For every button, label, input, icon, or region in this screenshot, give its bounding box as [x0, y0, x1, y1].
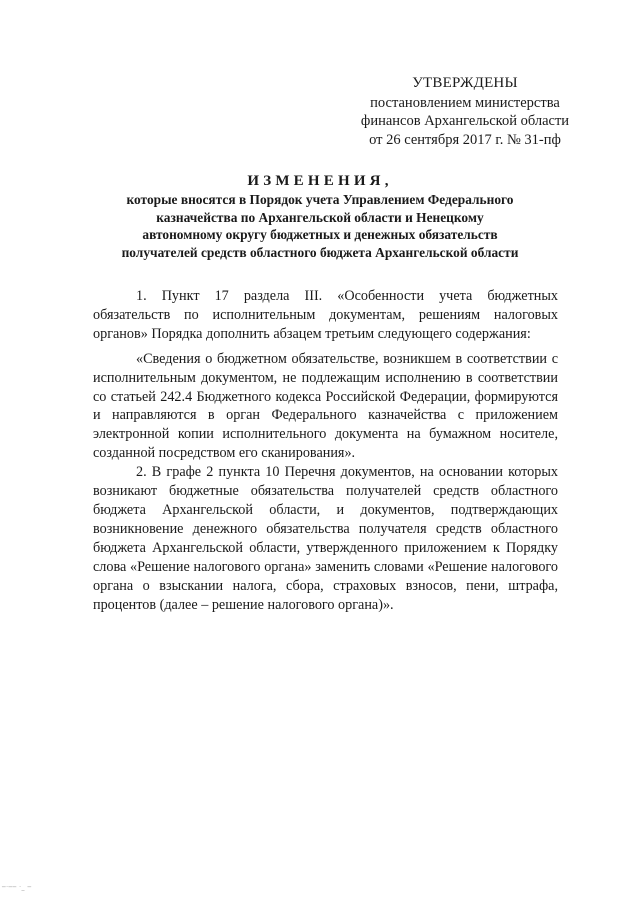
document-title-block	[115, 172, 525, 261]
approval-line-1: постановлением министерства	[370, 94, 560, 111]
scan-footer-mark: ─·── ·_ ─	[2, 884, 32, 891]
approval-stamp-block	[360, 74, 570, 149]
document-title: ИЗМЕНЕНИЯ,	[247, 173, 393, 189]
approval-line-2: финансов Архангельской области	[360, 113, 570, 129]
approval-heading: УТВЕРЖДЕНЫ	[412, 75, 518, 91]
approval-line-3: от 26 сентября 2017 г. № 31-пф	[369, 131, 561, 148]
document-subtitle: которые вносятся в Порядок учета Управлением Федерального казначейства по Архангельской области и Ненецкому автономному округу бюджетных и денежных обязательств получателей средств областного бюджета Архангельской области	[121, 192, 519, 260]
body-paragraph-3: 2. В графе 2 пункта 10 Перечня документов, на основании которых возникают бюджетные обязательства получателей средств областного бюджета Архангельской области, и документов, подтверждающих возникновение денежного обязательства получателя средств областного бюджета Архангельской области, утвержденного приложением к Порядку слова «Решение налогового органа» заменить словами «Решение налогового органа о взыскании налога, сбора, страховых взносов, пени, штрафа, процентов (далее – решение налогового органа)».	[93, 464, 558, 613]
body-paragraph-2: «Сведения о бюджетном обязательстве, возникшем в соответствии с исполнительным документом, не подлежащим исполнению в соответствии со статьей 242.4 Бюджетного кодекса Российской Федерации, формируются и направляются в орган Федерального казначейства с приложением электронной копии исполнительного документа на бумажном носителе, созданной посредством его сканирования».	[93, 350, 558, 462]
body-paragraph-1: 1. Пункт 17 раздела III. «Особенности учета бюджетных обязательств по исполнительным документам, решениям налоговых органов» Порядка дополнить абзацем третьим следующего содержания:	[93, 288, 558, 342]
document-body	[93, 287, 558, 614]
